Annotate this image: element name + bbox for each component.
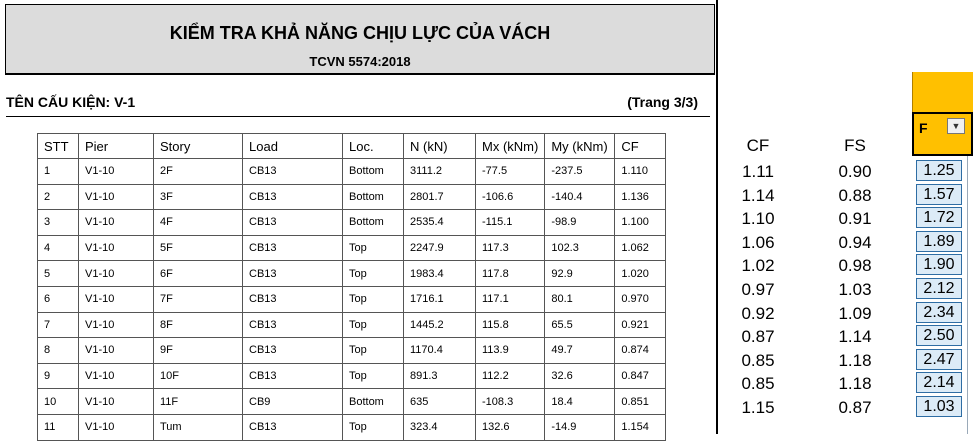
cell-loc: Bottom [343, 210, 404, 236]
cell-stt: 5 [38, 261, 79, 287]
cell-story: 9F [154, 338, 243, 364]
cell-load: CB13 [243, 286, 343, 312]
column-header-stt: STT [38, 134, 79, 159]
cell-load: CB13 [243, 414, 343, 440]
cell-load: CB13 [243, 312, 343, 338]
cell-story: 11F [154, 389, 243, 415]
table-row [38, 338, 666, 364]
table-row [38, 210, 666, 236]
cell-load: CB9 [243, 389, 343, 415]
cell-cf: 0.921 [615, 312, 666, 338]
cell-loc: Bottom [343, 184, 404, 210]
cell-load: CB13 [243, 338, 343, 364]
table-row [38, 414, 666, 440]
cell-loc: Top [343, 338, 404, 364]
cell-cf: 0.874 [615, 338, 666, 364]
cell-cf: 1.154 [615, 414, 666, 440]
cell-story: 7F [154, 286, 243, 312]
cell-cf: 1.136 [615, 184, 666, 210]
column-header-mx: Mx (kNm) [476, 134, 545, 159]
cell-cf: 0.851 [615, 389, 666, 415]
cell-n: 1983.4 [404, 261, 476, 287]
cell-loc: Bottom [343, 389, 404, 415]
cell-my: 65.5 [545, 312, 615, 338]
side-cf-cell: 1.06 [741, 232, 775, 252]
cell-mx: -108.3 [476, 389, 545, 415]
cell-my: 80.1 [545, 286, 615, 312]
table-row [38, 159, 666, 185]
cell-n: 2535.4 [404, 210, 476, 236]
filter-value-cell[interactable]: 2.47 [916, 349, 962, 370]
filter-column-header[interactable] [912, 112, 973, 156]
side-fs-cell: 0.90 [838, 162, 872, 181]
cell-pier: V1-10 [79, 389, 154, 415]
filter-value-cell[interactable]: 1.57 [916, 184, 962, 205]
cell-pier: V1-10 [79, 414, 154, 440]
cell-stt: 6 [38, 286, 79, 312]
cell-my: -14.9 [545, 414, 615, 440]
cell-story: 6F [154, 261, 243, 287]
cell-stt: 4 [38, 235, 79, 261]
side-fs-cell: 1.09 [838, 303, 872, 323]
report-title: KIỂM TRA KHẢ NĂNG CHỊU LỰC CỦA VÁCH [169, 23, 551, 43]
table-row [38, 184, 666, 210]
cell-mx: -115.1 [476, 210, 545, 236]
side-cf-cell: 0.85 [741, 350, 775, 370]
side-fs-cell: 0.98 [838, 256, 872, 276]
cell-pier: V1-10 [79, 312, 154, 338]
table-row [38, 363, 666, 389]
cell-my: 92.9 [545, 261, 615, 287]
cell-pier: V1-10 [79, 210, 154, 236]
side-cf-cell: 0.97 [741, 280, 775, 299]
cell-stt: 11 [38, 414, 79, 440]
cell-n: 635 [404, 389, 476, 415]
member-label: TÊN CẤU KIỆN: V-1 [6, 94, 136, 110]
cell-mx: -106.6 [476, 184, 545, 210]
cell-stt: 7 [38, 312, 79, 338]
cell-pier: V1-10 [79, 235, 154, 261]
cell-pier: V1-10 [79, 159, 154, 185]
cell-loc: Top [343, 235, 404, 261]
cell-mx: 117.3 [476, 235, 545, 261]
page-label: (Trang 3/3) [627, 94, 698, 110]
cell-story: 10F [154, 363, 243, 389]
side-fs-cell: 0.87 [838, 398, 872, 417]
cell-loc: Top [343, 414, 404, 440]
wall-check-table [37, 133, 666, 441]
cell-story: 3F [154, 184, 243, 210]
cell-mx: 132.6 [476, 414, 545, 440]
cell-loc: Top [343, 312, 404, 338]
cell-n: 1445.2 [404, 312, 476, 338]
divider [6, 116, 710, 117]
table-row [38, 261, 666, 287]
cell-cf: 0.847 [615, 363, 666, 389]
cell-loc: Bottom [343, 159, 404, 185]
cell-my: 32.6 [545, 363, 615, 389]
cell-n: 2247.9 [404, 235, 476, 261]
filter-value-cell[interactable]: 1.25 [916, 160, 962, 181]
cell-my: -98.9 [545, 210, 615, 236]
side-cf-cell: 1.14 [741, 185, 775, 205]
cell-pier: V1-10 [79, 286, 154, 312]
filter-column-label: F [919, 120, 928, 136]
cell-load: CB13 [243, 210, 343, 236]
cell-load: CB13 [243, 184, 343, 210]
side-fs-cell: 1.18 [838, 374, 872, 394]
cell-cf: 0.970 [615, 286, 666, 312]
column-header-pier: Pier [79, 134, 154, 159]
cell-my: 18.4 [545, 389, 615, 415]
column-header-n: N (kN) [404, 134, 476, 159]
filter-value-cell[interactable]: 1.90 [916, 254, 962, 275]
table-row [38, 286, 666, 312]
cell-stt: 2 [38, 184, 79, 210]
side-cf-cell: 0.87 [741, 327, 775, 347]
side-cf-cell: 1.11 [742, 162, 774, 181]
cell-loc: Top [343, 261, 404, 287]
column-header-loc: Loc. [343, 134, 404, 159]
cell-load: CB13 [243, 363, 343, 389]
header-band [912, 72, 973, 112]
cell-my: 102.3 [545, 235, 615, 261]
cf-header: CF [746, 136, 770, 155]
report-header [5, 4, 715, 75]
cell-story: 4F [154, 210, 243, 236]
cell-n: 3111.2 [404, 159, 476, 185]
gridline [967, 156, 968, 434]
side-fs-cell: 0.88 [838, 185, 872, 205]
column-header-story: Story [154, 134, 243, 159]
cell-stt: 8 [38, 338, 79, 364]
cell-cf: 1.062 [615, 235, 666, 261]
column-header-cf: CF [615, 134, 666, 159]
cell-story: 5F [154, 235, 243, 261]
cell-story: 8F [154, 312, 243, 338]
side-cf-cell: 0.92 [741, 303, 775, 323]
cell-story: 2F [154, 159, 243, 185]
cell-pier: V1-10 [79, 338, 154, 364]
filter-value-cell[interactable]: 2.14 [916, 372, 962, 393]
cell-load: CB13 [243, 261, 343, 287]
side-cf-cell: 1.15 [741, 398, 775, 417]
filter-value-cell[interactable]: 2.50 [916, 325, 962, 346]
cell-stt: 10 [38, 389, 79, 415]
cell-n: 1716.1 [404, 286, 476, 312]
cell-n: 891.3 [404, 363, 476, 389]
side-fs-cell: 0.94 [838, 232, 872, 252]
side-fs-cell: 1.18 [838, 350, 872, 370]
cell-cf: 1.020 [615, 261, 666, 287]
cell-loc: Top [343, 286, 404, 312]
cell-mx: 112.2 [476, 363, 545, 389]
cell-n: 323.4 [404, 414, 476, 440]
cell-my: 49.7 [545, 338, 615, 364]
cell-mx: -77.5 [476, 159, 545, 185]
cell-my: -237.5 [545, 159, 615, 185]
cell-load: CB13 [243, 159, 343, 185]
column-header-load: Load [243, 134, 343, 159]
cell-n: 2801.7 [404, 184, 476, 210]
cell-stt: 9 [38, 363, 79, 389]
cell-stt: 3 [38, 210, 79, 236]
side-cf-cell: 1.10 [741, 209, 775, 229]
table-row [38, 389, 666, 415]
filter-value-cell[interactable]: 1.03 [916, 396, 962, 417]
side-cf-cell: 0.85 [741, 374, 775, 394]
side-fs-cell: 1.03 [838, 280, 872, 299]
cell-mx: 115.8 [476, 312, 545, 338]
cell-pier: V1-10 [79, 363, 154, 389]
cell-n: 1170.4 [404, 338, 476, 364]
table-header-row [38, 134, 666, 159]
cell-mx: 113.9 [476, 338, 545, 364]
column-header-my: My (kNm) [545, 134, 615, 159]
cell-mx: 117.8 [476, 261, 545, 287]
table-row [38, 312, 666, 338]
filter-value-cell[interactable]: 1.72 [916, 207, 962, 228]
cell-story: Tum [154, 414, 243, 440]
side-cf-cell: 1.02 [741, 256, 775, 276]
cell-cf: 1.110 [615, 159, 666, 185]
cell-cf: 1.100 [615, 210, 666, 236]
filter-value-cell[interactable]: 1.89 [916, 231, 962, 252]
cell-mx: 117.1 [476, 286, 545, 312]
cell-loc: Top [343, 363, 404, 389]
cell-stt: 1 [38, 159, 79, 185]
cell-load: CB13 [243, 235, 343, 261]
table-row [38, 235, 666, 261]
filter-value-cell[interactable]: 2.34 [916, 302, 962, 323]
side-fs-cell: 0.91 [838, 209, 872, 229]
fs-header: FS [844, 136, 866, 155]
cell-pier: V1-10 [79, 261, 154, 287]
report-standard: TCVN 5574:2018 [309, 54, 411, 69]
cell-pier: V1-10 [79, 184, 154, 210]
side-fs-cell: 1.14 [838, 327, 872, 347]
cell-my: -140.4 [545, 184, 615, 210]
chevron-down-icon[interactable]: ▼ [947, 118, 965, 134]
filter-value-cell[interactable]: 2.12 [916, 278, 962, 299]
